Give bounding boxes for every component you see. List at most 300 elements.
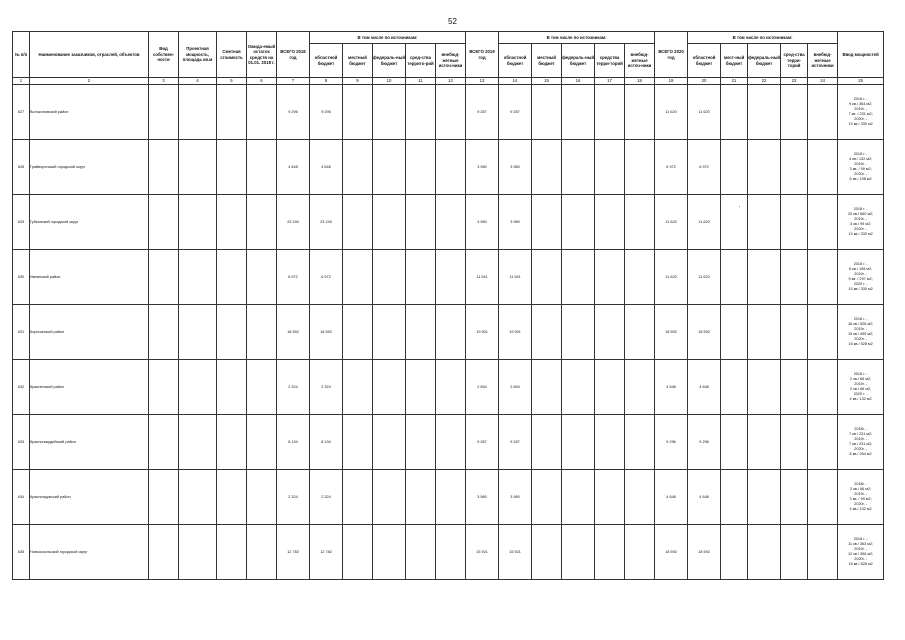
cell-capacity bbox=[179, 195, 217, 250]
cell-territorial-2018 bbox=[406, 470, 436, 525]
cell-extrabudget-2020 bbox=[808, 470, 838, 525]
header-local-2018: местный бюджет bbox=[343, 44, 373, 78]
cell-local-2020 bbox=[721, 470, 748, 525]
row-name: Губкинский городской округ bbox=[30, 195, 149, 250]
cell-total-2019: 9 287 bbox=[466, 85, 499, 140]
column-number: 19 bbox=[655, 78, 688, 85]
power-line: 2018 г. - bbox=[853, 316, 868, 321]
cell-total-2019: 9 287 bbox=[466, 415, 499, 470]
cell-local-2018 bbox=[343, 305, 373, 360]
cell-estimate bbox=[217, 85, 247, 140]
power-line: 4 кв./ 132 м2 bbox=[849, 397, 872, 402]
power-line: 2018 г. - bbox=[853, 96, 868, 101]
cell-territorial-2019 bbox=[595, 250, 625, 305]
row-number: 635 bbox=[13, 525, 30, 580]
table-row bbox=[13, 140, 884, 195]
cell-extrabudget-2019 bbox=[625, 85, 655, 140]
row-name: Ивнянский район bbox=[30, 250, 149, 305]
cell-federal-2019 bbox=[562, 525, 595, 580]
cell-regional-2019: 2 654 bbox=[499, 360, 532, 415]
power-line: 2019г. - bbox=[854, 436, 867, 441]
cell-ownership bbox=[149, 470, 179, 525]
cell-total-2020: 9 296 bbox=[655, 415, 688, 470]
cell-local-2018 bbox=[343, 525, 373, 580]
cell-total-2020: 11 620 bbox=[655, 250, 688, 305]
cell-total-2019: 15 921 bbox=[466, 525, 499, 580]
cell-total-2020: 4 648 bbox=[655, 470, 688, 525]
cell-expected-balance bbox=[247, 305, 277, 360]
cell-expected-balance bbox=[247, 140, 277, 195]
header-federal-2018: федераль-ный бюджет bbox=[373, 44, 406, 78]
cell-ownership bbox=[149, 525, 179, 580]
cell-regional-2020: 11 620 bbox=[688, 85, 721, 140]
power-line: 2019г. - bbox=[854, 546, 867, 551]
column-number: 18 bbox=[625, 78, 655, 85]
header-extrabudget-2020: внебюд-жетные источники bbox=[808, 44, 838, 78]
cell-capacity bbox=[179, 140, 217, 195]
cell-territorial-2018 bbox=[406, 140, 436, 195]
cell-local-2019 bbox=[532, 140, 562, 195]
cell-ownership bbox=[149, 85, 179, 140]
cell-extrabudget-2018 bbox=[436, 305, 466, 360]
power-line: 8 кв./ 264 м2 bbox=[849, 452, 872, 457]
cell-total-2019: 2 654 bbox=[466, 360, 499, 415]
cell-local-2019 bbox=[532, 360, 562, 415]
cell-federal-2018 bbox=[373, 250, 406, 305]
row-name: Красногвардейский район bbox=[30, 415, 149, 470]
cell-capacity bbox=[179, 470, 217, 525]
row-number: 628 bbox=[13, 140, 30, 195]
header-power-input: Ввод мощностей bbox=[838, 32, 884, 78]
header-federal-2019: федераль-ный бюджет bbox=[562, 44, 595, 78]
power-line: 7 кв./ 231 м2; bbox=[849, 431, 873, 436]
table-row bbox=[13, 360, 884, 415]
cell-territorial-2019 bbox=[595, 305, 625, 360]
power-line: 2018г. - bbox=[854, 481, 867, 486]
power-line: 2 кв./ 66 м2; bbox=[850, 486, 872, 491]
power-line: 2020г. - bbox=[854, 557, 867, 562]
row-name: Краснояружский район bbox=[30, 470, 149, 525]
header-name: Наименование заказчиков, отраслей, объектов bbox=[30, 32, 149, 78]
cell-federal-2019 bbox=[562, 250, 595, 305]
cell-extrabudget-2020 bbox=[808, 140, 838, 195]
table-row bbox=[13, 470, 884, 525]
header-estimate: Сметная стоимость bbox=[217, 32, 247, 78]
cell-federal-2018 bbox=[373, 360, 406, 415]
cell-power-input bbox=[838, 85, 884, 140]
cell-territorial-2019 bbox=[595, 85, 625, 140]
column-number: 23 bbox=[781, 78, 808, 85]
power-line: 2019г. - bbox=[854, 216, 867, 221]
cell-regional-2019: 9 287 bbox=[499, 415, 532, 470]
cell-regional-2019: 11 941 bbox=[499, 250, 532, 305]
column-number: 4 bbox=[179, 78, 217, 85]
cell-territorial-2019 bbox=[595, 360, 625, 415]
cell-federal-2019 bbox=[562, 85, 595, 140]
budget-table bbox=[12, 31, 884, 580]
column-number: 12 bbox=[436, 78, 466, 85]
cell-local-2020 bbox=[721, 140, 748, 195]
table-row bbox=[13, 85, 884, 140]
column-number: 25 bbox=[838, 78, 884, 85]
cell-total-2018: 4 648 bbox=[277, 140, 310, 195]
column-number: 13 bbox=[466, 78, 499, 85]
cell-local-2019 bbox=[532, 85, 562, 140]
header-capacity: Проектная мощность, площадь кв.м bbox=[179, 32, 217, 78]
power-line: 2018 г. - bbox=[853, 536, 868, 541]
cell-regional-2019: 19 901 bbox=[499, 305, 532, 360]
row-number: 631 bbox=[13, 305, 30, 360]
cell-expected-balance bbox=[247, 470, 277, 525]
column-number: 17 bbox=[595, 78, 625, 85]
cell-local-2018 bbox=[343, 470, 373, 525]
cell-power-input bbox=[838, 470, 884, 525]
cell-extrabudget-2020 bbox=[808, 525, 838, 580]
column-number: 14 bbox=[499, 78, 532, 85]
cell-regional-2020: 18 592 bbox=[688, 525, 721, 580]
column-number: 11 bbox=[406, 78, 436, 85]
cell-extrabudget-2020 bbox=[808, 85, 838, 140]
header-extrabudget-2019: внебюд-жетные источ-ники bbox=[625, 44, 655, 78]
cell-federal-2018 bbox=[373, 85, 406, 140]
cell-total-2018: 9 296 bbox=[277, 85, 310, 140]
header-sources-2019: В том числе по источникам: bbox=[499, 32, 655, 44]
row-number: 630 bbox=[13, 250, 30, 305]
row-name: Грайворонский городской округ bbox=[30, 140, 149, 195]
cell-total-2020: 4 648 bbox=[655, 360, 688, 415]
header-territorial-2020: сред-ства терри-торий bbox=[781, 44, 808, 78]
power-line: 2020г. - bbox=[854, 337, 867, 342]
header-regional-2018: областной бюджет bbox=[310, 44, 343, 78]
cell-estimate bbox=[217, 415, 247, 470]
cell-extrabudget-2018 bbox=[436, 415, 466, 470]
cell-extrabudget-2019 bbox=[625, 470, 655, 525]
cell-territorial-2020 bbox=[781, 470, 808, 525]
cell-expected-balance bbox=[247, 360, 277, 415]
cell-expected-balance bbox=[247, 415, 277, 470]
column-number: 8 bbox=[310, 78, 343, 85]
cell-regional-2018: 2 324 bbox=[310, 360, 343, 415]
cell-federal-2020 bbox=[748, 250, 781, 305]
cell-capacity bbox=[179, 360, 217, 415]
power-line: 2020 г. - bbox=[853, 392, 868, 397]
power-line: 2020 г. - bbox=[853, 282, 868, 287]
header-territorial-2018: сред-ства террито-рий bbox=[406, 44, 436, 78]
power-line: 10 кв./ 330 м2 bbox=[848, 232, 873, 237]
header-total-2019: ВСЕГО 2019 год bbox=[466, 32, 499, 78]
column-number: 9 bbox=[343, 78, 373, 85]
cell-territorial-2018 bbox=[406, 195, 436, 250]
cell-total-2018: 2 324 bbox=[277, 470, 310, 525]
power-line: 2018 г. - bbox=[853, 206, 868, 211]
header-ownership: Вид собствен-ности bbox=[149, 32, 179, 78]
cell-capacity bbox=[179, 415, 217, 470]
row-number: 629 bbox=[13, 195, 30, 250]
cell-territorial-2018 bbox=[406, 360, 436, 415]
cell-regional-2018: 2 324 bbox=[310, 470, 343, 525]
cell-territorial-2019 bbox=[595, 195, 625, 250]
cell-extrabudget-2018 bbox=[436, 85, 466, 140]
power-line: 9 кв. / 297 м2; bbox=[848, 277, 873, 281]
header-row-top bbox=[13, 32, 884, 44]
cell-power-input bbox=[838, 415, 884, 470]
cell-estimate bbox=[217, 470, 247, 525]
cell-federal-2019 bbox=[562, 360, 595, 415]
cell-capacity bbox=[179, 85, 217, 140]
cell-extrabudget-2020 bbox=[808, 250, 838, 305]
cell-extrabudget-2019 bbox=[625, 195, 655, 250]
cell-ownership bbox=[149, 195, 179, 250]
cell-federal-2020 bbox=[748, 415, 781, 470]
cell-ownership bbox=[149, 250, 179, 305]
cell-capacity bbox=[179, 525, 217, 580]
cell-power-input bbox=[838, 140, 884, 195]
table-row bbox=[13, 305, 884, 360]
power-line: 4 кв./ 132 м2; bbox=[849, 156, 873, 161]
cell-local-2018 bbox=[343, 195, 373, 250]
cell-extrabudget-2018 bbox=[436, 525, 466, 580]
cell-power-input bbox=[838, 250, 884, 305]
cell-territorial-2020 bbox=[781, 360, 808, 415]
cell-estimate bbox=[217, 525, 247, 580]
cell-power-input bbox=[838, 360, 884, 415]
column-number: 21 bbox=[721, 78, 748, 85]
cell-ownership bbox=[149, 415, 179, 470]
cell-territorial-2019 bbox=[595, 415, 625, 470]
column-number: 15 bbox=[532, 78, 562, 85]
power-line: 2019г. - bbox=[854, 271, 867, 276]
cell-federal-2019 bbox=[562, 415, 595, 470]
table-row bbox=[13, 195, 884, 250]
cell-total-2018: 2 324 bbox=[277, 360, 310, 415]
cell-federal-2020 bbox=[748, 525, 781, 580]
cell-regional-2018: 4 648 bbox=[310, 140, 343, 195]
cell-territorial-2019 bbox=[595, 470, 625, 525]
cell-local-2019 bbox=[532, 525, 562, 580]
cell-total-2018: 18 592 bbox=[277, 305, 310, 360]
header-total-2018: ВСЕГО 2018 год bbox=[277, 32, 310, 78]
header-num: № п/п bbox=[13, 32, 30, 78]
column-number: 10 bbox=[373, 78, 406, 85]
cell-expected-balance bbox=[247, 195, 277, 250]
column-number: 1 bbox=[13, 78, 30, 85]
power-line: 6 кв./ 198 м2; bbox=[849, 266, 873, 271]
header-total-2020: ВСЕГО 2020 год bbox=[655, 32, 688, 78]
power-line: 6 кв./ 198 м2 bbox=[849, 177, 872, 182]
cell-local-2018 bbox=[343, 250, 373, 305]
cell-extrabudget-2019 bbox=[625, 140, 655, 195]
page-number: 52 bbox=[448, 17, 457, 26]
cell-total-2020: 18 592 bbox=[655, 525, 688, 580]
cell-territorial-2018 bbox=[406, 85, 436, 140]
cell-federal-2019 bbox=[562, 140, 595, 195]
cell-ownership bbox=[149, 305, 179, 360]
cell-federal-2018 bbox=[373, 470, 406, 525]
cell-regional-2020: 4 648 bbox=[688, 360, 721, 415]
cell-local-2019 bbox=[532, 195, 562, 250]
cell-federal-2020 bbox=[748, 85, 781, 140]
cell-expected-balance bbox=[247, 525, 277, 580]
cell-expected-balance bbox=[247, 250, 277, 305]
cell-regional-2018: 9 296 bbox=[310, 85, 343, 140]
cell-ownership bbox=[149, 140, 179, 195]
cell-total-2019: 19 901 bbox=[466, 305, 499, 360]
power-line: 16 кв./ 528 м2 bbox=[848, 342, 873, 347]
power-line: 2020г. - bbox=[854, 227, 867, 232]
cell-regional-2018: 12 782 bbox=[310, 525, 343, 580]
cell-regional-2018: 8 134 bbox=[310, 415, 343, 470]
cell-total-2019: 3 980 bbox=[466, 470, 499, 525]
row-name: Красненский район bbox=[30, 360, 149, 415]
cell-federal-2018 bbox=[373, 140, 406, 195]
cell-regional-2020: 6 972 bbox=[688, 140, 721, 195]
power-line: 15 кв./ 495 м2; bbox=[847, 332, 874, 336]
power-line: 11 кв./ 363 м2; bbox=[848, 541, 874, 546]
cell-regional-2020: 4 648 bbox=[688, 470, 721, 525]
cell-extrabudget-2019 bbox=[625, 305, 655, 360]
row-number: 632 bbox=[13, 360, 30, 415]
cell-estimate bbox=[217, 140, 247, 195]
column-number: 20 bbox=[688, 78, 721, 85]
cell-local-2018 bbox=[343, 360, 373, 415]
cell-total-2019: 11 941 bbox=[466, 250, 499, 305]
cell-regional-2019: 3 980 bbox=[499, 470, 532, 525]
cell-power-input bbox=[838, 525, 884, 580]
cell-federal-2018 bbox=[373, 195, 406, 250]
header-expected-balance: Ожида-емый остаток средств на 01.01. 2018 г. bbox=[247, 32, 277, 78]
power-line: 7 кв. / 231 м2; bbox=[848, 112, 873, 116]
cell-total-2018: 6 972 bbox=[277, 250, 310, 305]
cell-federal-2020 bbox=[748, 360, 781, 415]
cell-capacity bbox=[179, 250, 217, 305]
cell-estimate bbox=[217, 360, 247, 415]
power-line: 2018 г. - bbox=[853, 371, 868, 376]
header-federal-2020: федераль-ный бюджет bbox=[748, 44, 781, 78]
cell-local-2020 bbox=[721, 195, 748, 250]
cell-territorial-2020 bbox=[781, 305, 808, 360]
cell-territorial-2020 bbox=[781, 85, 808, 140]
cell-territorial-2020 bbox=[781, 250, 808, 305]
cell-local-2019 bbox=[532, 415, 562, 470]
cell-extrabudget-2019 bbox=[625, 525, 655, 580]
table-row bbox=[13, 250, 884, 305]
column-number: 2 bbox=[30, 78, 149, 85]
stray-mark: ' bbox=[739, 206, 740, 212]
cell-total-2019: 3 980 bbox=[466, 195, 499, 250]
column-number: 16 bbox=[562, 78, 595, 85]
cell-extrabudget-2018 bbox=[436, 140, 466, 195]
power-line: 2019г. - bbox=[854, 326, 867, 331]
power-line: 4 кв./ 132 м2 bbox=[849, 507, 872, 512]
cell-territorial-2020 bbox=[781, 195, 808, 250]
row-name: Корочанский район bbox=[30, 305, 149, 360]
power-line: 10 кв./ 330 м2 bbox=[848, 122, 873, 127]
cell-federal-2019 bbox=[562, 305, 595, 360]
cell-territorial-2020 bbox=[781, 140, 808, 195]
power-line: 3 кв. / 99 м2; bbox=[849, 497, 872, 501]
header-territorial-2019: средства терри-торий bbox=[595, 44, 625, 78]
cell-territorial-2020 bbox=[781, 525, 808, 580]
table-body bbox=[13, 85, 884, 580]
cell-power-input bbox=[838, 195, 884, 250]
cell-estimate bbox=[217, 305, 247, 360]
row-number: 627 bbox=[13, 85, 30, 140]
cell-ownership bbox=[149, 360, 179, 415]
cell-extrabudget-2018 bbox=[436, 360, 466, 415]
power-line: 16 кв./ 528 м2 bbox=[848, 562, 873, 567]
power-line: 2 кв./ 66 м2; bbox=[850, 387, 872, 391]
column-number: 6 bbox=[247, 78, 277, 85]
cell-federal-2020 bbox=[748, 195, 781, 250]
power-line: 2018 г. - bbox=[853, 261, 868, 266]
column-number: 7 bbox=[277, 78, 310, 85]
cell-total-2020: 6 972 bbox=[655, 140, 688, 195]
cell-territorial-2018 bbox=[406, 525, 436, 580]
cell-expected-balance bbox=[247, 85, 277, 140]
power-line: 2020г. - bbox=[854, 117, 867, 122]
power-line: 2 кв./ 66 м2; bbox=[850, 376, 872, 381]
cell-extrabudget-2019 bbox=[625, 360, 655, 415]
cell-local-2019 bbox=[532, 305, 562, 360]
power-line: 2020г. - bbox=[854, 172, 867, 177]
cell-extrabudget-2019 bbox=[625, 415, 655, 470]
cell-territorial-2018 bbox=[406, 415, 436, 470]
power-line: 20 кв./ 660 м2; bbox=[847, 211, 874, 216]
cell-estimate bbox=[217, 250, 247, 305]
cell-federal-2020 bbox=[748, 470, 781, 525]
header-extrabudget-2018: внебюд-жетные источ-ники bbox=[436, 44, 466, 78]
cell-regional-2019: 15 921 bbox=[499, 525, 532, 580]
column-number: 3 bbox=[149, 78, 179, 85]
cell-federal-2020 bbox=[748, 305, 781, 360]
cell-regional-2018: 6 972 bbox=[310, 250, 343, 305]
column-number: 5 bbox=[217, 78, 247, 85]
header-regional-2020: областной бюджет bbox=[688, 44, 721, 78]
cell-local-2020 bbox=[721, 525, 748, 580]
cell-total-2019: 3 980 bbox=[466, 140, 499, 195]
power-line: 2020г. - bbox=[854, 447, 867, 452]
power-line: 2019г. - bbox=[854, 161, 867, 166]
cell-regional-2020: 11 620 bbox=[688, 195, 721, 250]
cell-local-2020 bbox=[721, 305, 748, 360]
cell-estimate bbox=[217, 195, 247, 250]
cell-territorial-2018 bbox=[406, 250, 436, 305]
cell-territorial-2018 bbox=[406, 305, 436, 360]
cell-extrabudget-2018 bbox=[436, 250, 466, 305]
header-local-2020: мест-ный бюджет bbox=[721, 44, 748, 78]
cell-federal-2019 bbox=[562, 195, 595, 250]
cell-local-2018 bbox=[343, 415, 373, 470]
cell-regional-2018: 23 240 bbox=[310, 195, 343, 250]
cell-local-2018 bbox=[343, 85, 373, 140]
cell-territorial-2019 bbox=[595, 140, 625, 195]
cell-extrabudget-2018 bbox=[436, 470, 466, 525]
cell-extrabudget-2018 bbox=[436, 195, 466, 250]
cell-power-input bbox=[838, 305, 884, 360]
cell-total-2020: 18 592 bbox=[655, 305, 688, 360]
cell-regional-2020: 18 592 bbox=[688, 305, 721, 360]
cell-extrabudget-2020 bbox=[808, 360, 838, 415]
cell-extrabudget-2020 bbox=[808, 195, 838, 250]
cell-extrabudget-2020 bbox=[808, 415, 838, 470]
header-sources-2018: В том числе по источникам: bbox=[310, 32, 466, 44]
cell-extrabudget-2020 bbox=[808, 305, 838, 360]
cell-regional-2019: 9 287 bbox=[499, 85, 532, 140]
row-name: Волоконовский район bbox=[30, 85, 149, 140]
cell-capacity bbox=[179, 305, 217, 360]
cell-local-2020 bbox=[721, 415, 748, 470]
cell-federal-2018 bbox=[373, 415, 406, 470]
